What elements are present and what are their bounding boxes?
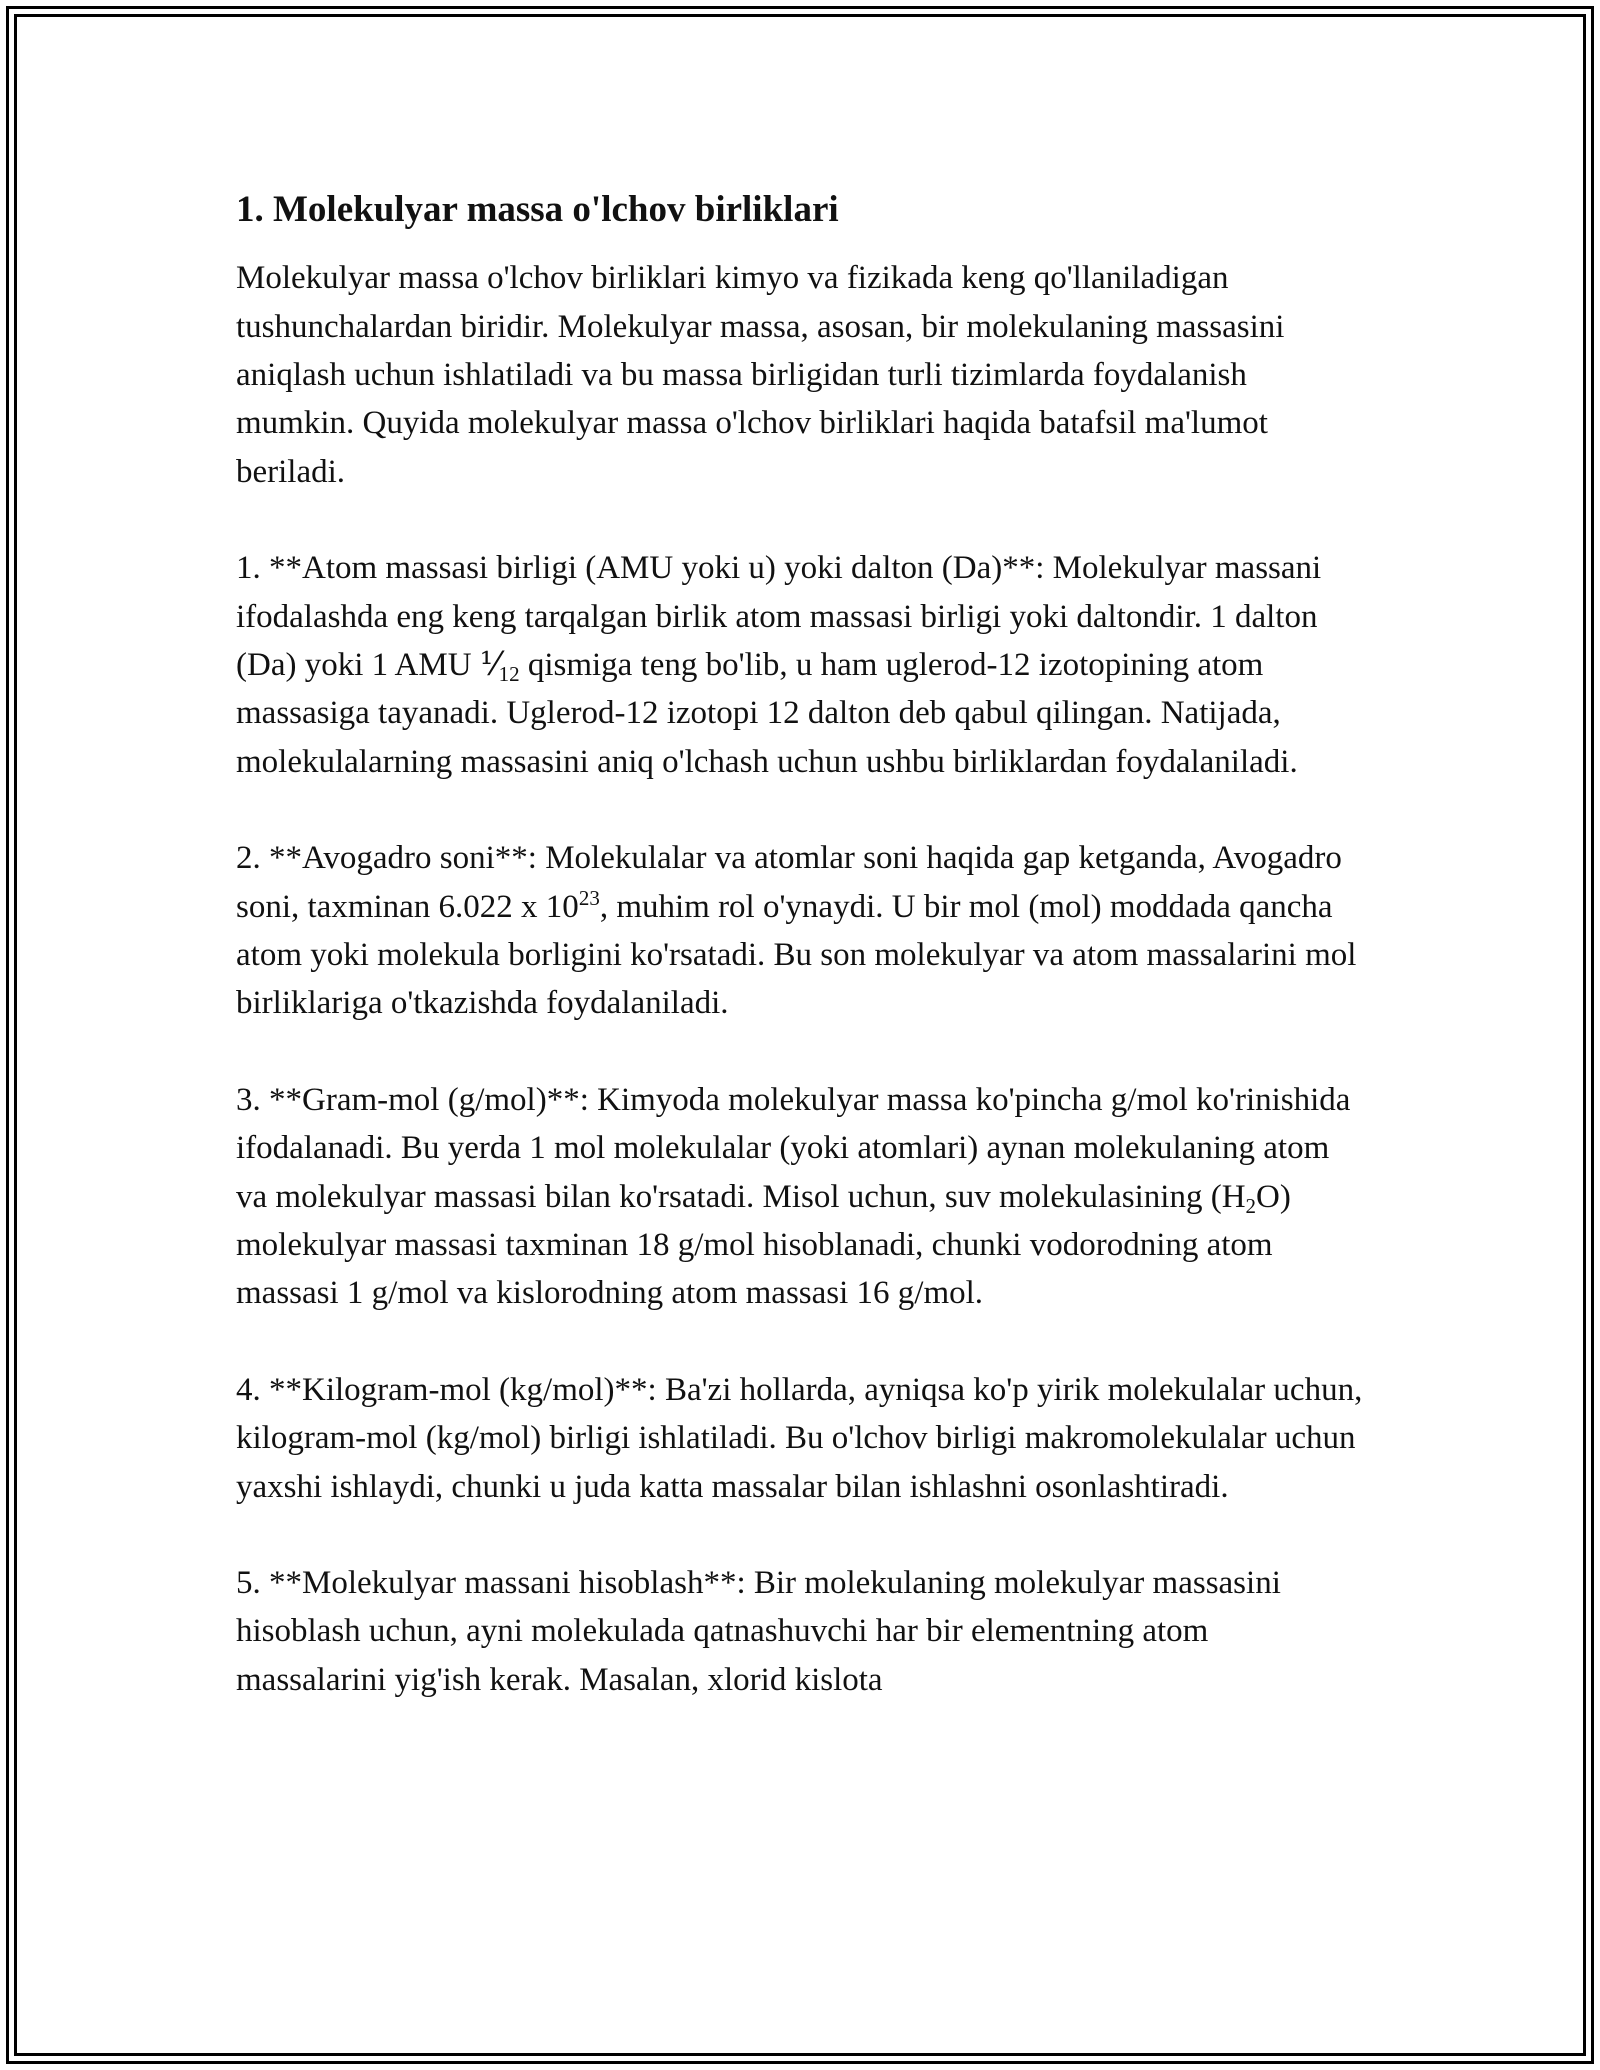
subscript: 2 — [1245, 1193, 1257, 1218]
item3-text-start: 3. **Gram-mol (g/mol)**: Kimyoda molekulyar massa ko'pincha g/mol ko'rinishida ifodalanadi. Bu yerda 1 mol molekulalar (yoki atomlari) aynan molekulaning atom va molekulyar massasi bilan ko'rsatadi. Misol uchun, suv molekulasining (H — [236, 1081, 1351, 1215]
item-avogadro-number — [236, 834, 1366, 1028]
item2-text-end: , muhim rol o'ynaydi. U bir mol (mol) moddada qancha atom yoki molekula borligini ko'rsatadi. Bu son molekulyar va atom massalarini mol birliklariga o'tkazishda foydalaniladi. — [236, 888, 1357, 1022]
item2-text-start: 2. **Avogadro soni**: Molekulalar va atomlar soni haqida gap ketganda, Avogadro soni, taxminan 6.022 x 10 — [236, 840, 1342, 925]
intro-paragraph: Molekulyar massa o'lchov birliklari kimyo va fizikada keng qo'llaniladigan tushunchalardan biridir. Molekulyar massa, asosan, bir molekulaning massasini aniqlash uchun ishlatiladi va bu massa birligidan turli tizimlarda foydalanish mumkin. Quyida molekulyar massa o'lchov birliklari haqida batafsil ma'lumot beriladi. — [236, 260, 1285, 490]
item1-text-end: qismiga teng bo'lib, u ham uglerod-12 izotopining atom massasiga tayanadi. Uglerod-12 izotopi 12 dalton deb qabul qilingan. Natijada, molekulalarning massasini aniq o'lchash uchun ushbu birliklardan foydalaniladi. — [236, 646, 1298, 780]
exponent: 23 — [578, 885, 600, 910]
item-kilogram-mol: 4. **Kilogram-mol (kg/mol)**: Ba'zi hollarda, ayniqsa ko'p yirik molekulalar uchun, kilogram-mol (kg/mol) birligi ishlatiladi. Bu o'lchov birligi makromolekulalar uchun yaxshi ishlaydi, chunki u juda katta massalar bilan ishlashni osonlashtiradi. — [236, 1371, 1363, 1505]
fraction-sign: ⅟ — [479, 646, 499, 683]
section-heading: 1. Molekulyar massa o'lchov birliklari — [236, 189, 839, 230]
document-body — [236, 186, 1366, 1752]
item1-text-start: 1. **Atom massasi birligi (AMU yoki u) yoki dalton (Da)**: Molekulyar massani ifodalashda eng keng tarqalgan birlik atom massasi birligi yoki daltondir. 1 dalton (Da) yoki 1 AMU — [236, 550, 1322, 683]
item-gram-mol — [236, 1076, 1366, 1318]
item-atom-mass-unit — [236, 544, 1366, 786]
item-molecular-mass-calculation: 5. **Molekulyar massani hisoblash**: Bir molekulaning molekulyar massasini hisoblash uchun, ayni molekulada qatnashuvchi har bir elementning atom massalarini yig'ish kerak. Masalan, xlorid kislota — [236, 1565, 1281, 1698]
fraction-denominator: 12 — [498, 661, 520, 686]
item3-text-end: O) molekulyar massasi taxminan 18 g/mol hisoblanadi, chunki vodorodning atom massasi 1 g/mol va kislorodning atom massasi 16 g/mol. — [236, 1178, 1291, 1312]
